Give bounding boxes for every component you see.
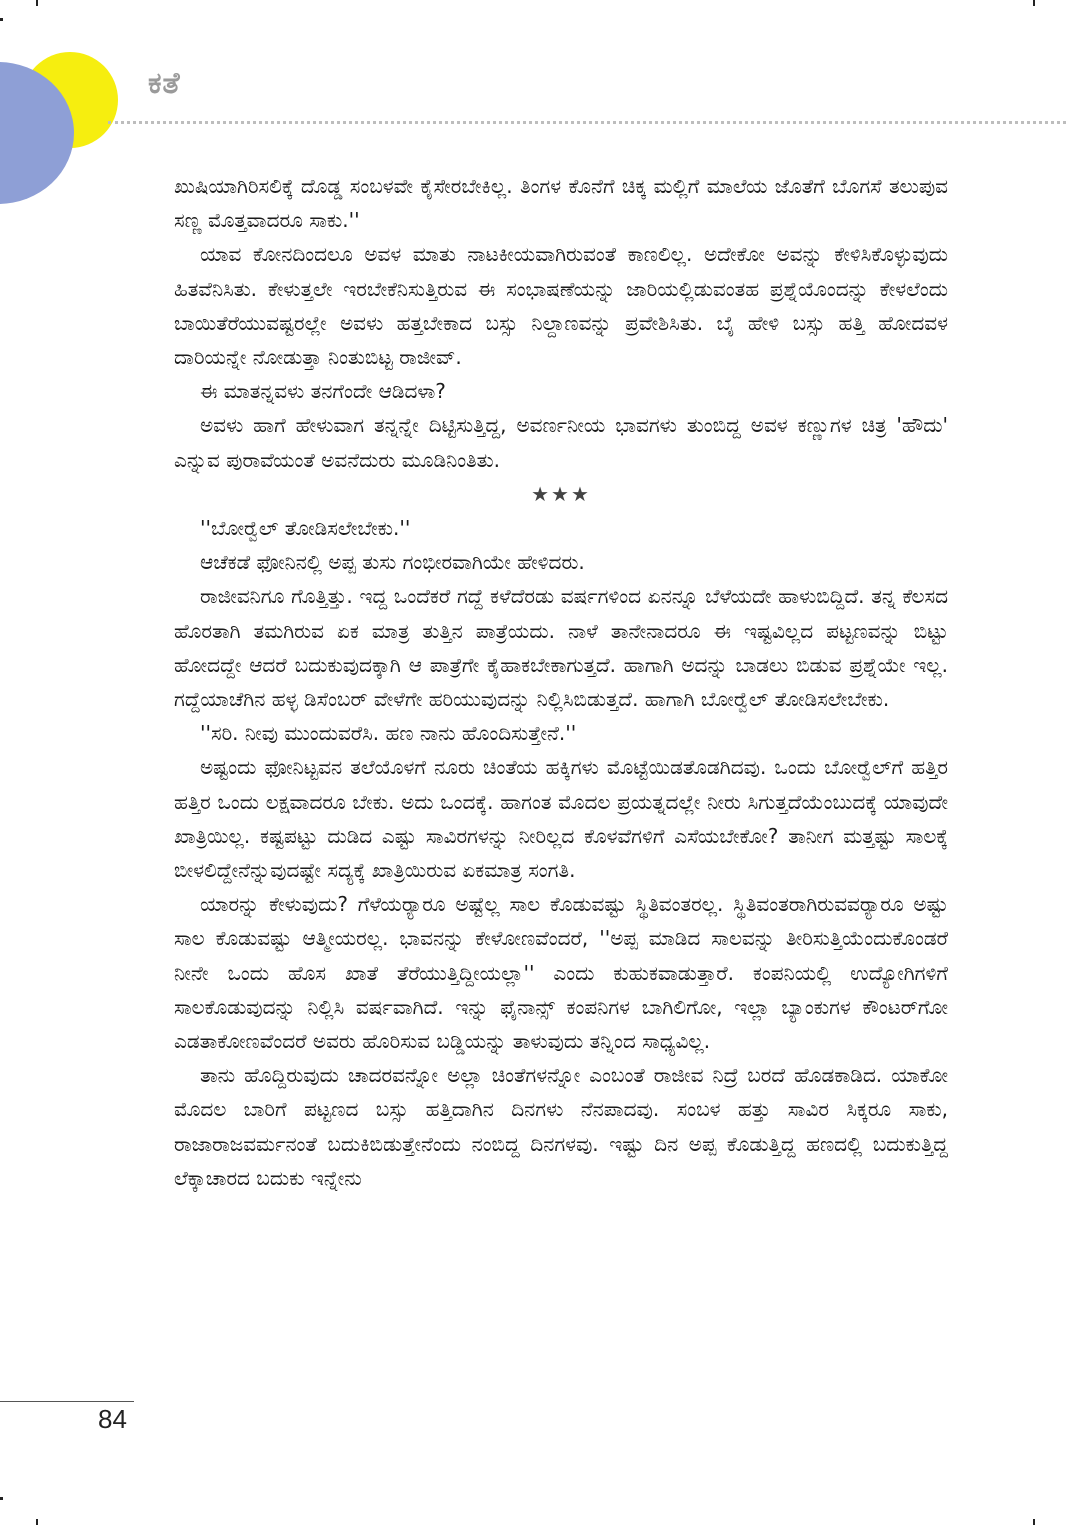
header-dotted-rule bbox=[108, 121, 1066, 124]
footer-rule bbox=[0, 1401, 134, 1402]
crop-mark-top bbox=[36, 0, 38, 6]
crop-mark-top-left bbox=[0, 18, 3, 21]
section-break-stars: ★★★ bbox=[531, 481, 591, 506]
paragraph: ಯಾರನ್ನು ಕೇಳುವುದು? ಗೆಳೆಯರ್‍ಯಾರೂ ಅಷ್ಟೆಲ್ಲ ಸಾಲ ಕೊಡುವಷ್ಟು ಸ್ಥಿತಿವಂತರಲ್ಲ. ಸ್ಥಿತಿವಂತರಾಗಿರುವವರ್‍ಯಾರೂ ಅಷ್ಟು ಸಾಲ ಕೊಡುವಷ್ಟು ಆತ್ಮೀಯರಲ್ಲ. ಭಾವನನ್ನು ಕೇಳೋಣವೆಂದರೆ, ''ಅಪ್ಪ ಮಾಡಿದ ಸಾಲವನ್ನು ತೀರಿಸುತ್ತಿಯೆಂದುಕೊಂಡರೆ ನೀನೇ ಒಂದು ಹೊಸ ಖಾತೆ ತೆರೆಯುತ್ತಿದ್ದೀಯಲ್ಲಾ'' ಎಂದು ಕುಹುಕವಾಡುತ್ತಾರೆ. ಕಂಪನಿಯಲ್ಲಿ ಉದ್ಯೋಗಿಗಳಿಗೆ ಸಾಲಕೊಡುವುದನ್ನು ನಿಲ್ಲಿಸಿ ವರ್ಷವಾಗಿದೆ. ಇನ್ನು ಫೈನಾನ್ಸ್ ಕಂಪನಿಗಳ ಬಾಗಿಲಿಗೋ, ಇಲ್ಲಾ ಬ್ಯಾಂಕುಗಳ ಕೌಂಟರ್‌ಗೋ ಎಡತಾಕೋಣವೆಂದರೆ ಅವರು ಹೊರಿಸುವ ಬಡ್ಡಿಯನ್ನು ತಾಳುವುದು ತನ್ನಿಂದ ಸಾಧ್ಯವಿಲ್ಲ. bbox=[174, 892, 948, 1054]
page-number: 84 bbox=[98, 1404, 127, 1434]
paragraph: ಯಾವ ಕೋನದಿಂದಲೂ ಅವಳ ಮಾತು ನಾಟಕೀಯವಾಗಿರುವಂತೆ ಕಾಣಲಿಲ್ಲ. ಅದೇಕೋ ಅವನ್ನು ಕೇಳಿಸಿಕೊಳ್ಳುವುದು ಹಿತವೆನಿಸಿತು. ಕೇಳುತ್ತಲೇ ಇರಬೇಕೆನಿಸುತ್ತಿರುವ ಈ ಸಂಭಾಷಣೆಯನ್ನು ಜಾರಿಯಲ್ಲಿಡುವಂತಹ ಪ್ರಶ್ನೆಯೊಂದನ್ನು ಕೇಳಲೆಂದು ಬಾಯಿತೆರೆಯುವಷ್ಟರಲ್ಲೇ ಅವಳು ಹತ್ತಬೇಕಾದ ಬಸ್ಸು ನಿಲ್ದಾಣವನ್ನು ಪ್ರವೇಶಿಸಿತು. ಬೈ ಹೇಳಿ ಬಸ್ಸು ಹತ್ತಿ ಹೋದವಳ ದಾರಿಯನ್ನೇ ನೋಡುತ್ತಾ ನಿಂತುಬಿಟ್ಟ ರಾಜೀವ್. bbox=[174, 242, 948, 370]
paragraph: ಅವಳು ಹಾಗೆ ಹೇಳುವಾಗ ತನ್ನನ್ನೇ ದಿಟ್ಟಿಸುತ್ತಿದ್ದ, ಅವರ್ಣನೀಯ ಭಾವಗಳು ತುಂಬಿದ್ದ ಅವಳ ಕಣ್ಣುಗಳ ಚಿತ್ರ 'ಹೌದು' ಎನ್ನುವ ಪುರಾವೆಯಂತೆ ಅವನೆದುರು ಮೂಡಿನಿಂತಿತು. bbox=[174, 413, 948, 472]
section-title: ಕತೆ bbox=[148, 66, 181, 101]
paragraph: ''ಬೋರ್‍ವೆಲ್ ತೋಡಿಸಲೇಬೇಕು.'' bbox=[200, 516, 411, 541]
paragraph: ತಾನು ಹೊದ್ದಿರುವುದು ಚಾದರವನ್ನೋ ಅಲ್ಲಾ ಚಿಂತೆಗಳನ್ನೋ ಎಂಬಂತೆ ರಾಜೀವ ನಿದ್ರೆ ಬರದೆ ಹೊಡಕಾಡಿದ. ಯಾಕೋ ಮೊದಲ ಬಾರಿಗೆ ಪಟ್ಟಣದ ಬಸ್ಸು ಹತ್ತಿದಾಗಿನ ದಿನಗಳು ನೆನಪಾದವು. ಸಂಬಳ ಹತ್ತು ಸಾವಿರ ಸಿಕ್ಕರೂ ಸಾಕು, ರಾಜಾರಾಜವರ್ಮನಂತೆ ಬದುಕಿಬಿಡುತ್ತೇನೆಂದು ನಂಬಿದ್ದ ದಿನಗಳವು. ಇಷ್ಟು ದಿನ ಅಪ್ಪ ಕೊಡುತ್ತಿದ್ದ ಹಣದಲ್ಲಿ ಬದುಕುತ್ತಿದ್ದ ಲೆಕ್ಕಾಚಾರದ ಬದುಕು ಇನ್ನೇನು bbox=[174, 1063, 948, 1190]
crop-mark-bottom-left bbox=[0, 1497, 3, 1500]
paragraph: ''ಸರಿ. ನೀವು ಮುಂದುವರೆಸಿ. ಹಣ ನಾನು ಹೊಂದಿಸುತ್ತೇನೆ.'' bbox=[200, 721, 577, 746]
crop-mark-top-right bbox=[1033, 0, 1035, 6]
paragraph: ರಾಜೀವನಿಗೂ ಗೊತ್ತಿತ್ತು. ಇದ್ದ ಒಂದೆಕರೆ ಗದ್ದೆ ಕಳೆದೆರಡು ವರ್ಷಗಳಿಂದ ಏನನ್ನೂ ಬೆಳೆಯದೇ ಹಾಳುಬಿದ್ದಿದೆ. ತನ್ನ ಕೆಲಸದ ಹೊರತಾಗಿ ತಮಗಿರುವ ಏಕ ಮಾತ್ರ ತುತ್ತಿನ ಪಾತ್ರೆಯದು. ನಾಳೆ ತಾನೇನಾದರೂ ಈ ಇಷ್ಟವಿಲ್ಲದ ಪಟ್ಟಣವನ್ನು ಬಿಟ್ಟು ಹೋದದ್ದೇ ಆದರೆ ಬದುಕುವುದಕ್ಕಾಗಿ ಆ ಪಾತ್ರೆಗೇ ಕೈಹಾಕಬೇಕಾಗುತ್ತದೆ. ಹಾಗಾಗಿ ಅದನ್ನು ಬಾಡಲು ಬಿಡುವ ಪ್ರಶ್ನೆಯೇ ಇಲ್ಲ. ಗದ್ದೆಯಾಚೆಗಿನ ಹಳ್ಳ ಡಿಸೆಂಬರ್ ವೇಳೆಗೇ ಹರಿಯುವುದನ್ನು ನಿಲ್ಲಿಸಿಬಿಡುತ್ತದೆ. ಹಾಗಾಗಿ ಬೋರ್‍ವೆಲ್ ತೋಡಿಸಲೇಬೇಕು. bbox=[174, 584, 948, 712]
paragraph: ಖುಷಿಯಾಗಿರಿಸಲಿಕ್ಕೆ ದೊಡ್ಡ ಸಂಬಳವೇ ಕೈಸೇರಬೇಕಿಲ್ಲ. ತಿಂಗಳ ಕೊನೆಗೆ ಚಿಕ್ಕ ಮಲ್ಲಿಗೆ ಮಾಲೆಯ ಜೊತೆಗೆ ಬೊಗಸೆ ತಲುಪುವ ಸಣ್ಣ ಮೊತ್ತವಾದರೂ ಸಾಕು.'' bbox=[174, 174, 948, 233]
paragraph: ಆಚೆಕಡೆ ಫೋನಿನಲ್ಲಿ ಅಪ್ಪ ತುಸು ಗಂಭೀರವಾಗಿಯೇ ಹೇಳಿದರು. bbox=[200, 550, 585, 575]
crop-mark-bottom bbox=[36, 1519, 38, 1525]
paragraph: ಈ ಮಾತನ್ನವಳು ತನಗೆಂದೇ ಆಡಿದಳಾ? bbox=[200, 379, 446, 404]
paragraph: ಅಷ್ಟಂದು ಫೋನಿಟ್ಟವನ ತಲೆಯೊಳಗೆ ನೂರು ಚಿಂತೆಯ ಹಕ್ಕಿಗಳು ಮೊಟ್ಟೆಯಿಡತೊಡಗಿದವು. ಒಂದು ಬೋರ್‍ವೆಲ್‌ಗೆ ಹತ್ತಿರ ಹತ್ತಿರ ಒಂದು ಲಕ್ಷವಾದರೂ ಬೇಕು. ಅದು ಒಂದಕ್ಕೆ. ಹಾಗಂತ ಮೊದಲ ಪ್ರಯತ್ನದಲ್ಲೇ ನೀರು ಸಿಗುತ್ತದೆಯೆಂಬುದಕ್ಕೆ ಯಾವುದೇ ಖಾತ್ರಿಯಿಲ್ಲ. ಕಷ್ಟಪಟ್ಟು ದುಡಿದ ಎಷ್ಟು ಸಾವಿರಗಳನ್ನು ನೀರಿಲ್ಲದ ಕೊಳವೆಗಳಿಗೆ ಎಸೆಯಬೇಕೋ? ತಾನೀಗ ಮತ್ತಷ್ಟು ಸಾಲಕ್ಕೆ ಬೀಳಲಿದ್ದೇನೆನ್ನುವುದಷ್ಟೇ ಸದ್ಯಕ್ಕೆ ಖಾತ್ರಿಯಿರುವ ಏಕಮಾತ್ರ ಸಂಗತಿ. bbox=[174, 755, 948, 883]
story-body bbox=[174, 169, 948, 1195]
crop-mark-bottom-right bbox=[1033, 1519, 1035, 1525]
